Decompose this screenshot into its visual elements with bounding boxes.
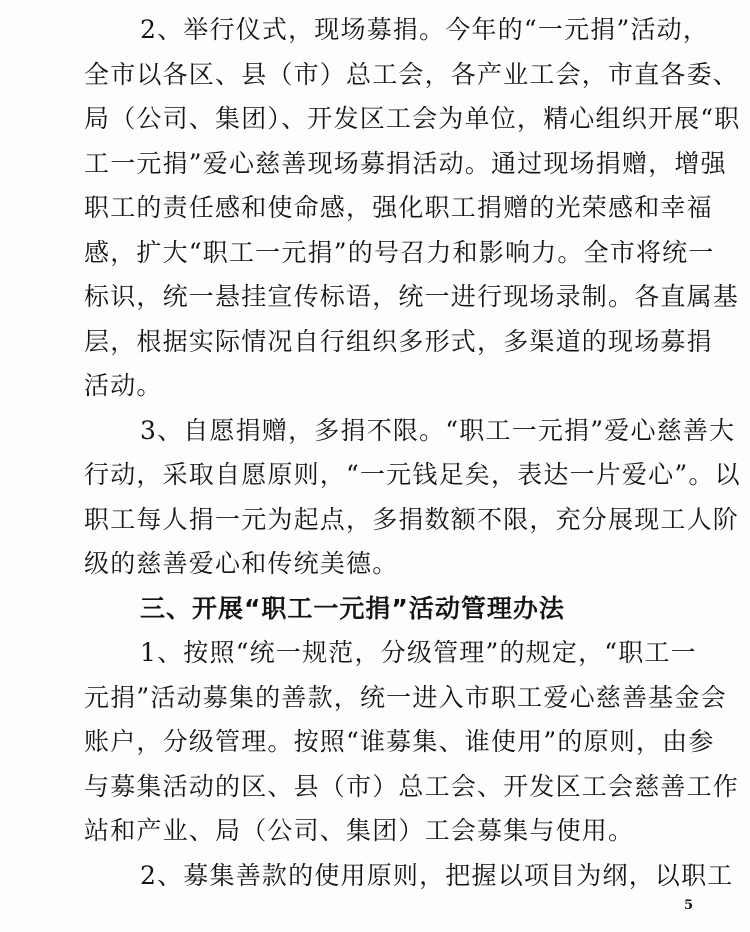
- paragraph-3-line-2: 行动，采取自愿原则，“一元钱足矣，表达一片爱心”。以: [84, 460, 741, 489]
- page-number: 5: [684, 898, 694, 913]
- paragraph-2-line-8: 层，根据实际情况自行组织多形式，多渠道的现场募捐: [84, 327, 713, 356]
- management-paragraph-2-line-1: 2、募集善款的使用原则，把握以项目为纲，以职工: [140, 861, 734, 890]
- paragraph-2-line-5: 职工的责任感和使命感，强化职工捐赠的光荣感和幸福: [84, 193, 713, 222]
- management-paragraph-1-line-5: 站和产业、局（公司、集团）工会募集与使用。: [84, 816, 635, 845]
- paragraph-3-line-3: 职工每人捐一元为起点，多捐数额不限，充分展现工人阶: [84, 505, 740, 534]
- paragraph-2-line-4: 工一元捐”爱心慈善现场募捐活动。通过现场捐赠，增强: [84, 149, 727, 178]
- management-paragraph-1-line-3: 账户，分级管理。按照“谁募集、谁使用”的原则，由参: [84, 727, 715, 756]
- paragraph-2-line-9: 活动。: [84, 371, 163, 400]
- paragraph-3-line-4: 级的慈善爱心和传统美德。: [84, 549, 399, 578]
- paragraph-2-line-3: 局（公司、集团）、开发区工会为单位，精心组织开展“职: [84, 104, 741, 133]
- management-paragraph-1-line-2: 元捐”活动募集的善款，统一进入市职工爱心慈善基金会: [84, 683, 727, 712]
- paragraph-3-line-1: 3、自愿捐赠，多捐不限。“职工一元捐”爱心慈善大: [140, 416, 736, 445]
- section-heading: 三、开展“职工一元捐”活动管理办法: [140, 594, 565, 623]
- paragraph-2-line-6: 感，扩大“职工一元捐”的号召力和影响力。全市将统一: [84, 238, 715, 267]
- paragraph-2-line-7: 标识，统一悬挂宣传标语，统一进行现场录制。各直属基: [84, 282, 740, 311]
- paragraph-2-line-2: 全市以各区、县（市）总工会，各产业工会，市直各委、: [84, 60, 740, 89]
- paragraph-2-line-1: 2、举行仪式，现场募捐。今年的“一元捐”活动，: [140, 15, 710, 44]
- management-paragraph-1-line-1: 1、按照“统一规范，分级管理”的规定，“职工一: [140, 638, 697, 667]
- management-paragraph-1-line-4: 与募集活动的区、县（市）总工会、开发区工会慈善工作: [84, 772, 740, 801]
